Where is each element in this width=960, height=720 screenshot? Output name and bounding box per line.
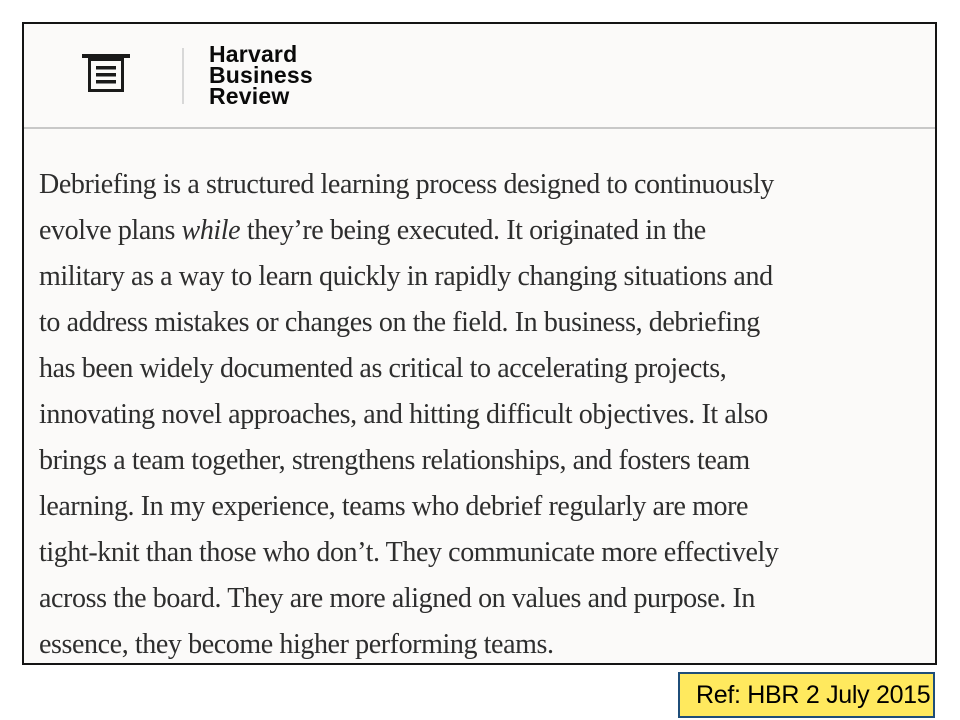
article-line: innovating novel approaches, and hitting difficult objectives. It also	[39, 399, 768, 430]
article-line: brings a team together, strengthens relationships, and fosters team	[39, 445, 750, 476]
article-line: tight-knit than those who don’t. They communicate more effectively	[39, 537, 779, 568]
menu-icon[interactable]	[82, 54, 130, 98]
reference-label	[678, 672, 935, 718]
logo-line-harvard: Harvard	[209, 41, 298, 67]
article-line: across the board. They are more aligned on values and purpose. In	[39, 583, 756, 614]
hbr-logo[interactable]	[209, 41, 313, 109]
line-segment: they’re being executed. It originated in the	[240, 215, 706, 246]
reference-label-text: Ref: HBR 2 July 2015	[696, 680, 931, 709]
article-frame	[22, 22, 937, 665]
logo-line-business: Business	[209, 62, 313, 88]
article-line: Debriefing is a structured learning process designed to continuously	[39, 169, 774, 200]
header-divider	[182, 48, 184, 104]
line-segment: evolve plans	[39, 215, 182, 246]
article-line	[39, 208, 935, 254]
article-line: essence, they become higher performing teams.	[39, 629, 554, 660]
logo-line-review: Review	[209, 83, 290, 109]
line-segment-italic: while	[181, 215, 241, 246]
article-body	[24, 129, 935, 668]
article-line: learning. In my experience, teams who debrief regularly are more	[39, 491, 749, 522]
article-line: has been widely documented as critical to accelerating projects,	[39, 353, 727, 384]
article-line: to address mistakes or changes on the field. In business, debriefing	[39, 307, 760, 338]
menu-icon-glyph	[82, 54, 130, 98]
article-line: military as a way to learn quickly in rapidly changing situations and	[39, 261, 773, 292]
hbr-header	[24, 24, 935, 129]
